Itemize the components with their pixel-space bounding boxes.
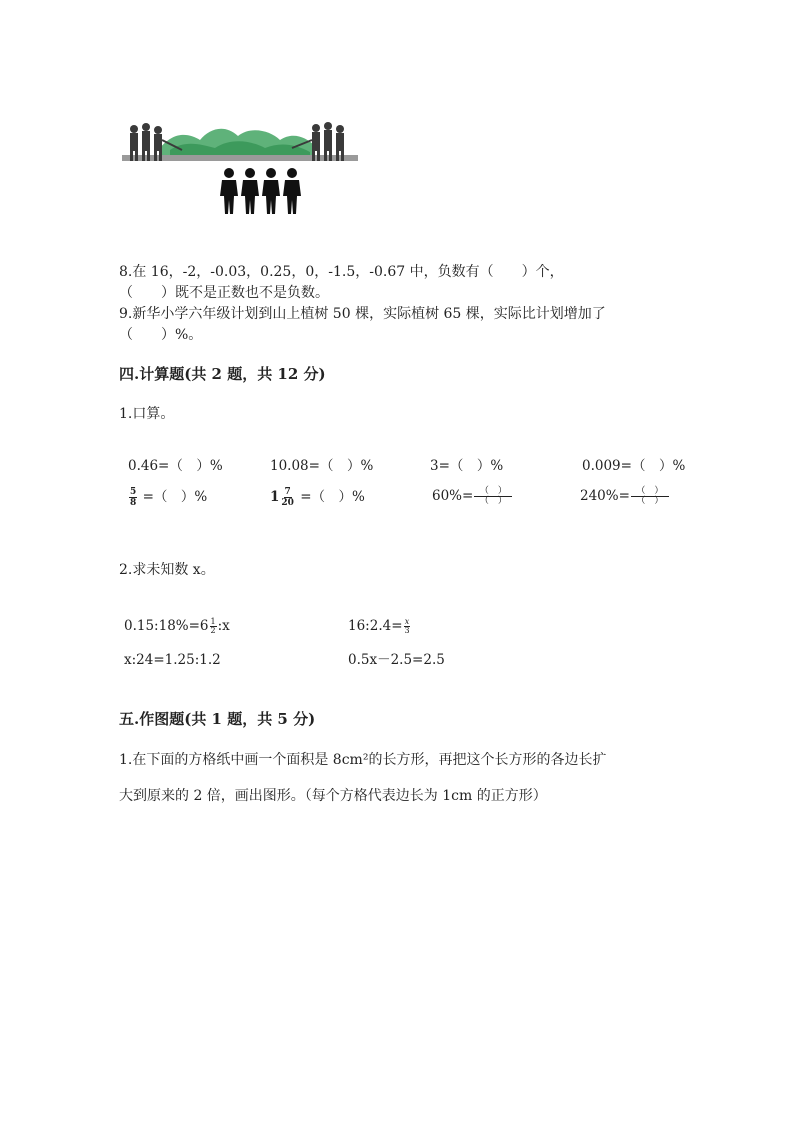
equation-1: 0.15:18%=6 $\frac{1}{2}$ :x (124, 617, 230, 635)
fraction-7-20: $\frac{7}{20}$ (281, 487, 294, 508)
ground (122, 155, 358, 161)
fraction-x-3: $\frac{x}{3}$ (404, 617, 410, 635)
fraction-1-2: $\frac{1}{2}$ (210, 617, 216, 635)
tree-planting-illustration (120, 118, 360, 218)
blank-fraction-240: $\frac{( )}{( )}$ (631, 487, 669, 506)
section-4-q2-title: 2.求未知数 x。 (119, 562, 215, 578)
question-9-line1: 9.新华小学六年级计划到山上植树 50 棵，实际植树 65 棵，实际比计划增加了 (119, 306, 606, 322)
fraction-5-8: $\frac{5}{8}$ (130, 487, 137, 508)
equation-4: 0.5x－2.5=2.5 (348, 652, 445, 668)
question-8-line2: （ ）既不是正数也不是负数。 (119, 285, 329, 301)
section-5-title: 五.作图题(共 1 题，共 5 分) (119, 710, 316, 728)
calc-r1-c2: 10.08=（ ）% (270, 458, 374, 474)
section-4-q1-title: 1.口算。 (119, 406, 175, 422)
calc-r1-c1: 0.46=（ ）% (128, 458, 223, 474)
equation-2: 16:2.4= $\frac{x}{3}$ (348, 617, 410, 635)
calc-r2-c1: $\frac{5}{8}$ =（ ）% (130, 487, 208, 508)
tree-band (160, 129, 315, 156)
blank-fraction-60: $\frac{( )}{( )}$ (474, 487, 512, 506)
calc-r2-c3: 60%= $\frac{( )}{( )}$ (432, 487, 513, 506)
section-5-q1-line1: 1.在下面的方格纸中画一个面积是 8cm²的长方形，再把这个长方形的各边长扩 (119, 752, 607, 768)
section-4-title: 四.计算题(共 2 题，共 12 分) (119, 365, 326, 383)
question-8-line1: 8.在 16，-2，-0.03，0.25，0，-1.5，-0.67 中，负数有（ ）个， (119, 264, 564, 280)
calc-r1-c3: 3=（ ）% (430, 458, 504, 474)
section-5-q1-line2: 大到原来的 2 倍，画出图形。（每个方格代表边长为 1cm 的正方形） (119, 788, 547, 804)
calc-r2-c4: 240%= $\frac{( )}{( )}$ (580, 487, 670, 506)
question-9-line2: （ ）%。 (119, 327, 203, 343)
calc-r1-c4: 0.009=（ ）% (582, 458, 686, 474)
equation-3: x:24=1.25:1.2 (124, 652, 221, 668)
four-silhouettes (220, 168, 301, 214)
calc-r2-c2: 1 $\frac{7}{20}$ =（ ）% (270, 487, 365, 508)
